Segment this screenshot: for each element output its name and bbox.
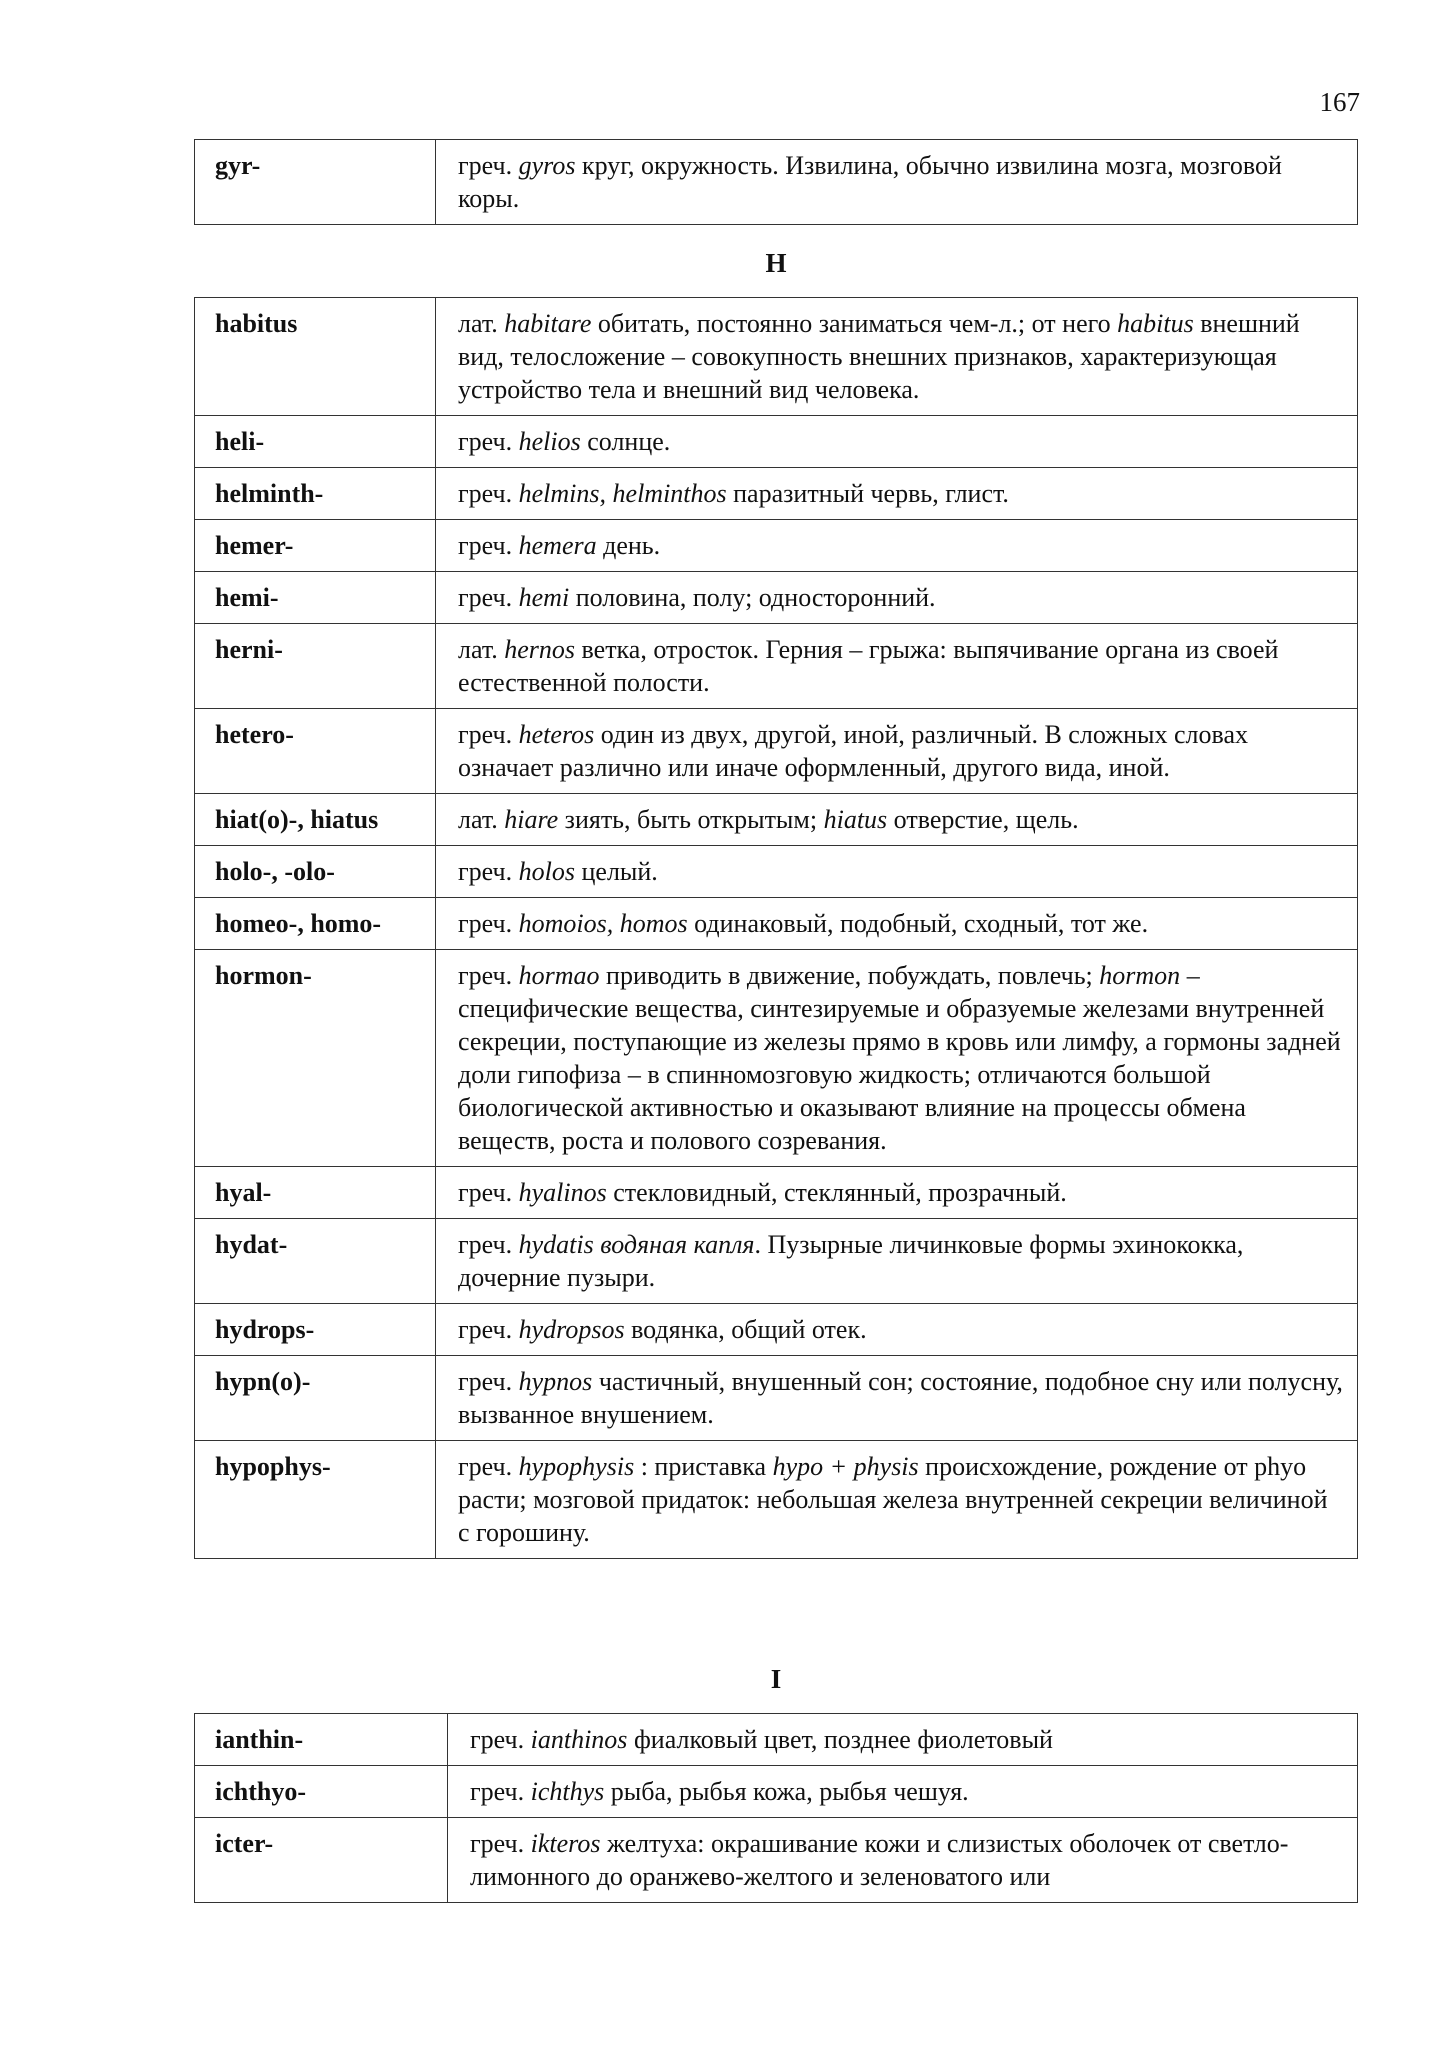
definition-cell [436,1219,1358,1304]
definition-text: паразитный червь, глист. [726,479,1009,508]
table-row [195,898,1358,950]
table-row [195,572,1358,624]
definition-text: греч. [458,479,519,508]
definition-text: приводить в движение, побуждать, повлечь; [599,961,1100,990]
table-row [195,846,1358,898]
italic-term: hyalinos [518,1178,607,1207]
definition-cell [436,468,1358,520]
definition-text: обитать, постоянно заниматься чем-л.; от него [591,309,1118,338]
definition-cell [436,572,1358,624]
definition-cell [448,1714,1358,1766]
definition-cell [436,624,1358,709]
italic-term: ianthinos [530,1725,628,1754]
definition-cell [436,1167,1358,1219]
page-number: 167 [1319,87,1360,117]
italic-term: habitus [1117,309,1194,338]
definition-text: круг, окружность. Извилина, обычно извилина мозга, мозговой коры. [458,151,1282,213]
term-cell: hiat(o)-, hiatus [195,794,436,846]
italic-term: helios [518,427,581,456]
italic-term: helmins, helminthos [518,479,727,508]
definition-cell [448,1766,1358,1818]
table-row [195,1766,1358,1818]
italic-term: ichthys [530,1777,605,1806]
definition-cell [436,1304,1358,1356]
italic-term: hypo + physis [772,1452,919,1481]
italic-term: ikteros [530,1829,601,1858]
term-cell: gyr- [195,140,436,225]
italic-term: heteros [518,720,595,749]
table-row [195,709,1358,794]
definition-text: ветка, отросток. Герния – грыжа: выпячивание органа из своей естественной полости. [458,635,1279,697]
definition-text: фиалковый цвет, позднее фиолетовый [627,1725,1053,1754]
definition-cell [436,1356,1358,1441]
definition-text: лат. [458,635,505,664]
definition-text: зиять, быть открытым; [558,805,824,834]
italic-term: hypnos [518,1367,593,1396]
definition-text: греч. [458,427,519,456]
definition-text: греч. [458,720,519,749]
table-row [195,468,1358,520]
definition-cell [436,298,1358,416]
term-cell: hetero- [195,709,436,794]
term-cell: hemer- [195,520,436,572]
term-cell: hormon- [195,950,436,1167]
definition-text: греч. [470,1725,531,1754]
definition-cell [436,520,1358,572]
italic-term: homoios, homos [518,909,688,938]
term-cell: ianthin- [195,1714,448,1766]
table-row [195,950,1358,1167]
definition-text: греч. [458,583,519,612]
definition-text: греч. [458,1230,519,1259]
definition-text: один из двух, другой, иной, различный. В сложных словах означает различно или иначе оформленный, другого вида, иной. [458,720,1249,782]
term-cell: ichthyo- [195,1766,448,1818]
definition-text: частичный, внушенный сон; состояние, подобное сну или полусну, вызванное внушением. [458,1367,1343,1429]
definition-text: греч. [458,909,519,938]
italic-term: hemi [518,583,570,612]
definition-cell [436,416,1358,468]
definition-text: греч. [470,1777,531,1806]
definition-text: желтуха: окрашивание кожи и слизистых оболочек от светло-лимонного до оранжево-желтого и зеленоватого или [470,1829,1289,1891]
italic-term: holos [518,857,575,886]
table-body [195,1714,1358,1903]
definition-text: греч. [458,961,519,990]
definition-text: рыба, рыбья кожа, рыбья чешуя. [604,1777,969,1806]
table-row [195,1714,1358,1766]
italic-term: hypophysis [518,1452,635,1481]
definition-text: день. [596,531,661,560]
term-cell: habitus [195,298,436,416]
definition-text: греч. [458,531,519,560]
definition-text: греч. [458,1178,519,1207]
table-body [195,140,1358,225]
table-row [195,416,1358,468]
table-row [195,624,1358,709]
term-cell: hemi- [195,572,436,624]
glossary-table [194,139,1358,225]
table-row [195,520,1358,572]
italic-term: hiare [504,805,559,834]
section-letter-heading: I [770,1664,782,1694]
table-body [195,298,1358,1559]
term-cell: icter- [195,1818,448,1903]
definition-text: одинаковый, подобный, сходный, тот же. [687,909,1149,938]
definition-text: стекловидный, стеклянный, прозрачный. [606,1178,1067,1207]
table-row [195,1818,1358,1903]
definition-text: греч. [458,151,519,180]
italic-term: gyros [518,151,576,180]
table-row [195,1441,1358,1559]
table-row [195,794,1358,846]
table-row [195,1219,1358,1304]
definition-text: греч. [458,1452,519,1481]
definition-text: водянка, общий отек. [624,1315,867,1344]
definition-text: греч. [458,1315,519,1344]
definition-text: половина, полу; односторонний. [569,583,936,612]
definition-text: отверстие, щель. [887,805,1079,834]
glossary-table [194,297,1358,1559]
definition-cell [436,794,1358,846]
definition-text: греч. [458,1367,519,1396]
definition-cell [436,709,1358,794]
section-i [194,1713,1358,1903]
table-row [195,1304,1358,1356]
glossary-table [194,1713,1358,1903]
term-cell: hypophys- [195,1441,436,1559]
definition-text: целый. [574,857,658,886]
table-row [195,140,1358,225]
term-cell: helminth- [195,468,436,520]
term-cell: hyal- [195,1167,436,1219]
section-h [194,297,1358,1559]
definition-text: происхождение, рождение от phyo расти; мозговой придаток: небольшая железа внутренней секреции величиной с горошину. [458,1452,1328,1547]
definition-cell [436,950,1358,1167]
italic-term: hiatus [823,805,888,834]
definition-text: внешний вид, телосложение – совокупность внешних признаков, характеризующая устройство тела и внешний вид человека. [458,309,1300,404]
section-g-continued [194,139,1358,225]
italic-term: hydropsos [518,1315,625,1344]
definition-cell [436,846,1358,898]
italic-term: hydatis водяная капля [518,1230,755,1259]
definition-text: греч. [458,857,519,886]
definition-cell [448,1818,1358,1903]
definition-text: лат. [458,805,505,834]
definition-text: . Пузырные личинковые формы эхинококка, дочерние пузыри. [458,1230,1244,1292]
definition-text: лат. [458,309,505,338]
term-cell: herni- [195,624,436,709]
definition-text: – специфические вещества, синтезируемые и образуемые железами внутренней секреции, поступающие из железы прямо в кровь или лимфу, а гормоны задней доли гипофиза – в спинномозговую жидкость; отличаются большой биологической активностью и оказывают влияние на процессы обмена веществ, роста и полового созревания. [458,961,1341,1155]
definition-text: солнце. [580,427,671,456]
table-row [195,1167,1358,1219]
term-cell: hydrops- [195,1304,436,1356]
italic-term: hernos [504,635,576,664]
term-cell: homeo-, homo- [195,898,436,950]
term-cell: hypn(o)- [195,1356,436,1441]
table-row [195,298,1358,416]
term-cell: holo-, -olo- [195,846,436,898]
table-row [195,1356,1358,1441]
definition-text: греч. [470,1829,531,1858]
italic-term: habitare [504,309,592,338]
section-letter-heading: H [765,248,787,278]
term-cell: hydat- [195,1219,436,1304]
italic-term: hemera [518,531,597,560]
definition-cell [436,1441,1358,1559]
italic-term: hormao [518,961,600,990]
italic-term: hormon [1099,961,1181,990]
definition-cell [436,140,1358,225]
definition-text: : приставка [634,1452,773,1481]
definition-cell [436,898,1358,950]
term-cell: heli- [195,416,436,468]
